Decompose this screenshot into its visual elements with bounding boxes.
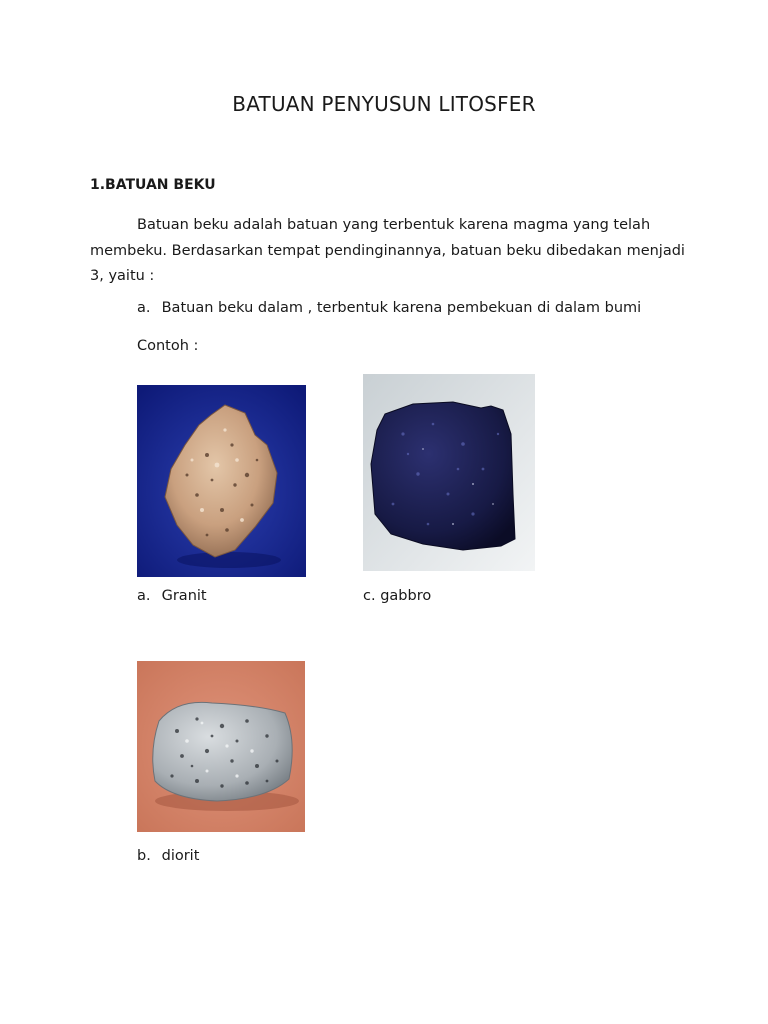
caption-diorit-label: b. [137, 848, 151, 864]
paragraph-line-3: 3, yaitu : [90, 268, 155, 284]
intro-paragraph [90, 213, 690, 290]
caption-granit [137, 588, 207, 604]
paragraph-line-1: Batuan beku adalah batuan yang terbentuk karena magma yang telah [137, 217, 651, 233]
caption-granit-name: Granit [161, 588, 207, 604]
caption-gabbro-label: c. [363, 588, 376, 604]
gabbro-image [363, 374, 535, 571]
list-item-a-text: Batuan beku dalam , terbentuk karena pembekuan di dalam bumi [161, 300, 642, 316]
examples-label: Contoh : [137, 338, 199, 354]
caption-gabbro [363, 588, 431, 604]
section-heading: 1.BATUAN BEKU [90, 177, 216, 193]
caption-diorit-name: diorit [161, 848, 200, 864]
caption-granit-label: a. [137, 588, 151, 604]
caption-diorit [137, 848, 199, 864]
granit-image [137, 385, 306, 577]
diorit-image [137, 661, 305, 832]
caption-gabbro-name: gabbro [380, 588, 432, 604]
paragraph-line-2: membeku. Berdasarkan tempat pendinginannya, batuan beku dibedakan menjadi [90, 242, 685, 259]
document-title: BATUAN PENYUSUN LITOSFER [232, 92, 536, 116]
list-item-a-label: a. [137, 300, 151, 316]
list-item-a [137, 300, 641, 316]
